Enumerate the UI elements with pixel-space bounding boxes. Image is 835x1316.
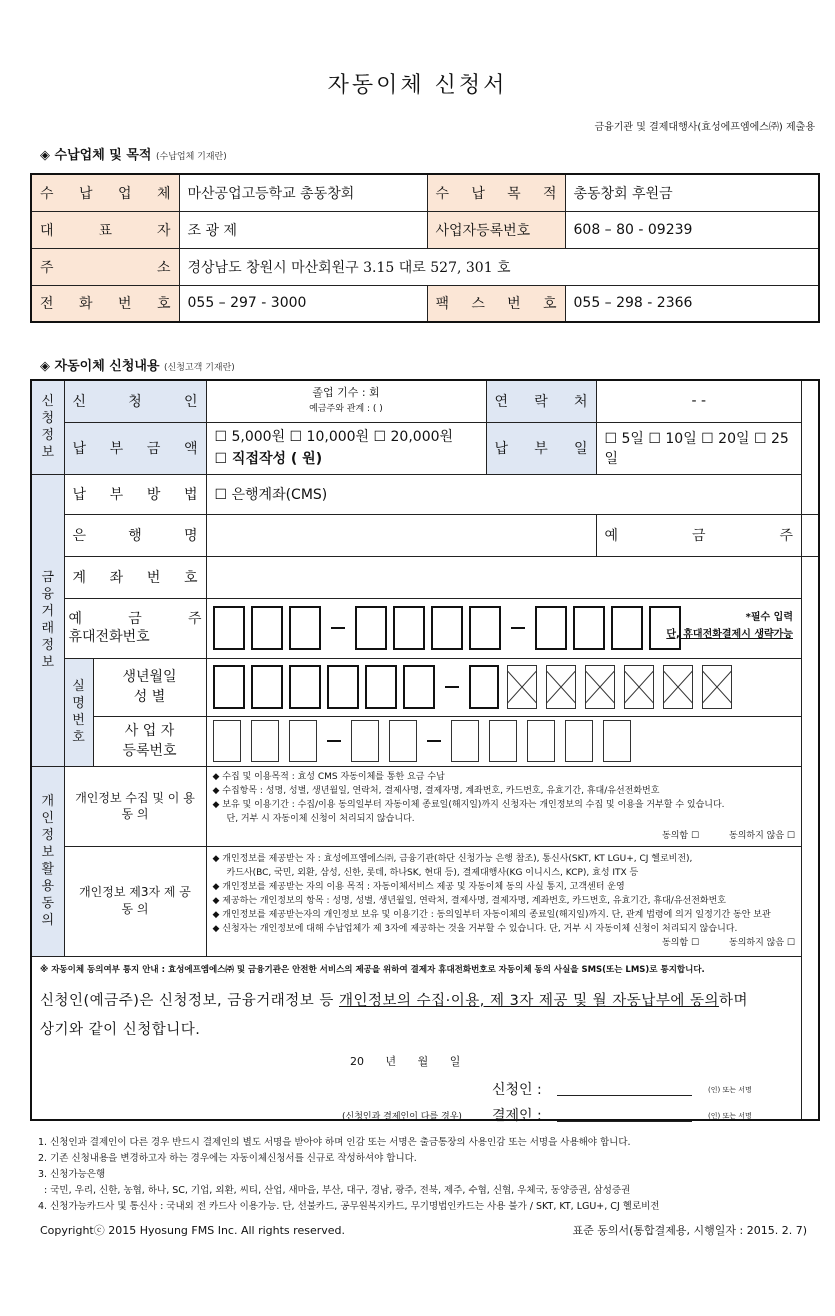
note-2: 2. 기존 신청내용을 변경하고자 하는 경우에는 자동이체신청서를 신규로 작성하셔야 합니다. (38, 1153, 417, 1164)
collect-disagree-check[interactable]: 동의하지 않음 ☐ (729, 830, 795, 841)
amount-label: 납 부 금 액 (64, 422, 206, 474)
payday-options[interactable]: ☐ 5일 ☐ 10일 ☐ 20일 ☐ 25일 (596, 422, 802, 474)
third-disagree-check[interactable]: 동의하지 않음 ☐ (729, 938, 795, 948)
birth-label: 생년월일 성 별 (93, 658, 206, 716)
company-label: 수 납 업 체 (31, 174, 179, 211)
third-agree-check[interactable]: 동의함 ☐ (662, 938, 700, 948)
holder-label: 예 금 주 (596, 514, 802, 556)
section1-heading: ◈ 수납업체 및 목적 (수납업체 기재란) (40, 148, 227, 163)
copyright: Copyrightⓒ 2015 Hyosung FMS Inc. All rights reserved. (40, 1224, 345, 1237)
group-realname: 실명번호 (64, 658, 93, 766)
note-4: 4. 신청가능카드사 및 통신사 : 국내외 전 카드사 이용가능. 단, 선불카드, 공무원복지카드, 무기명법인카드는 사용 불가 / SKT, KT, LGU+, CJ 헬로비전 (38, 1201, 660, 1212)
fax-label: 팩 스 번 호 (427, 285, 565, 322)
contact-value[interactable]: - - (596, 380, 802, 422)
consent-line2: 상기와 같이 신청합니다. (40, 1021, 201, 1038)
purpose-label: 수 납 목 적 (427, 174, 565, 211)
diff-note: (신청인과 결제인이 다를 경우) (342, 1111, 462, 1122)
note-1: 1. 신청인과 결제인이 다른 경우 반드시 결제인의 별도 서명을 받아야 하며 인감 또는 서명은 출금통장의 사용인감 또는 서명을 사용해야 합니다. (38, 1137, 631, 1148)
account-value[interactable] (206, 556, 802, 598)
birth-value[interactable] (206, 658, 802, 716)
merchant-table (30, 173, 820, 323)
applicant-label: 신 청 인 (64, 380, 206, 422)
method-label: 납 부 방 법 (64, 474, 206, 514)
required-note: *필수 입력 (745, 611, 793, 623)
account-label: 계 좌 번 호 (64, 556, 206, 598)
note-3-banks: : 국민, 우리, 신한, 농협, 하나, SC, 기업, 외환, 씨티, 산업, 새마을, 부산, 대구, 경남, 광주, 전북, 제주, 수협, 신협, 우체국, 동양증권, 삼성증권 (38, 1185, 631, 1196)
rep-value[interactable]: 조 광 제 (179, 211, 427, 248)
consent-block (31, 956, 802, 1124)
phone-label: 예 금 주 휴대전화번호 (64, 598, 206, 658)
fax-value[interactable]: 055 – 298 - 2366 (565, 285, 819, 322)
phone-value[interactable] (206, 598, 802, 658)
group-finance-info: 금융거래정보 (31, 474, 64, 766)
third-label: 개인정보 제3자 제 공 동 의 (64, 846, 206, 956)
bank-label: 은 행 명 (64, 514, 206, 556)
tel-label: 전 화 번 호 (31, 285, 179, 322)
section2-heading: ◈ 자동이체 신청내용 (신청고객 기재란) (40, 359, 235, 374)
group-privacy: 개인정보 활용동의 (31, 766, 64, 956)
sig2-label: 결제인 : (492, 1107, 542, 1124)
addr-value[interactable]: 경상남도 창원시 마산회원구 3.15 대로 527, 301 호 (179, 248, 819, 285)
rep-label: 대 표 자 (31, 211, 179, 248)
tel-value[interactable]: 055 – 297 - 3000 (179, 285, 427, 322)
addr-label: 주 소 (31, 248, 179, 285)
bank-value[interactable] (206, 514, 596, 556)
collect-agree-check[interactable]: 동의함 ☐ (662, 830, 700, 841)
biz-value[interactable]: 608 – 80 - 09239 (565, 211, 819, 248)
company-value[interactable]: 마산공업고등학교 총동창회 (179, 174, 427, 211)
purpose-value[interactable]: 총동창회 후원금 (565, 174, 819, 211)
applicant-value[interactable]: 졸업 기수 : 회 예금주와 관계 : ( ) (206, 380, 486, 422)
page-title: 자동이체 신청서 (327, 73, 508, 98)
amount-options[interactable]: ☐ 5,000원 ☐ 10,000원 ☐ 20,000원 ☐ 직접작성 ( 원) (206, 422, 486, 474)
sig1-note: (인) 또는 서명 (708, 1085, 752, 1094)
standard-note: 표준 동의서(통합결제용, 시행일자 : 2015. 2. 7) (572, 1224, 807, 1237)
biz-label: 사업자등록번호 (427, 211, 565, 248)
sig1-label: 신청인 : (492, 1081, 542, 1098)
required-exception: 단, 휴대전화결제시 생략가능 (666, 628, 793, 640)
note-3: 3. 신청가능은행 (38, 1169, 106, 1180)
date-line[interactable]: 20 년 월 일 (350, 1054, 461, 1068)
submitter-note: 금융기관 및 결제대행사(효성에프엠에스㈜) 제출용 (594, 122, 815, 133)
collect-terms: ◆ 수집 및 이용목적 : 효성 CMS 자동이체를 통한 요금 수납 ◆ 수집항목 : 성명, 성별, 생년월일, 연락처, 결제사명, 결제자명, 계좌번호, 카드번호, 유효기간, 휴대/유선전화번호 ◆ 보유 및 이용기간 : 수집/이용 동의일부터 자동이체 종료일(해지일)까지 신청자는 개인정보의 수집 및 이용을 거부할 수 있습니다. 단, 거부 시 자동이체 신청이 처리되지 않습니다. 동의함 ☐ 동의하지 않음 ☐ (206, 766, 802, 846)
contact-label: 연 락 처 (486, 380, 596, 422)
collect-label: 개인정보 수집 및 이 용 동 의 (64, 766, 206, 846)
bizno-label: 사 업 자 등록번호 (93, 716, 206, 766)
sig1-line[interactable] (557, 1095, 692, 1096)
third-terms: ◆ 개인정보를 제공받는 자 : 효성에프엠에스㈜, 금융기관(하단 신청가능 은행 참조), 통신사(SKT, KT LGU+, CJ 헬로비전), 카드사(BC, 국민, 외환, 삼성, 신한, 롯데, 하나SK, 현대 등), 결제대행사(KG 이니시스, KCP), 효성 ITX 등 ◆ 개인정보를 제공받는 자의 이용 목적 : 자동이체서비스 제공 및 자동이체 동의 사실 통지, 고객센터 운영 ◆ 제공하는 개인정보의 항목 : 성명, 성별, 생년월일, 연락처, 결제사명, 결제자명, 계좌번호, 카드번호, 유효기간, 휴대/유선전화번호 ◆ 개인정보를 제공받는자의 개인정보 보유 및 이용기간 : 동의일부터 자동이체의 종료일(해지일)까지. 단, 관계 법령에 의거 일정기간 동안 보관 ◆ 신청자는 개인정보에 대해 수납업체가 제 3자에 제공하는 것을 거부할 수 있습니다. 단, 거부 시 자동이체 신청이 처리되지 않습니다. 동의함 ☐ 동의하지 않음 ☐ (206, 846, 802, 956)
consent-line1: 신청인(예금주)은 신청정보, 금융거래정보 등 개인정보의 수집·이용, 제 3자 제공 및 월 자동납부에 동의하며 (40, 992, 748, 1009)
sig2-line[interactable] (557, 1121, 692, 1122)
payday-label: 납 부 일 (486, 422, 596, 474)
sms-notice: ※ 자동이체 동의여부 통지 안내 : 효성에프엠에스㈜ 및 금융기관은 안전한 서비스의 제공을 위하여 결제자 휴대전화번호로 자동이체 동의 사실을 SMS(또는 LMS)로 통지합니다. (40, 964, 705, 975)
group-apply-info: 신청정보 (31, 380, 64, 474)
method-value[interactable]: ☐ 은행계좌(CMS) (206, 474, 802, 514)
bizno-value[interactable] (206, 716, 802, 766)
sig2-note: (인) 또는 서명 (708, 1111, 752, 1120)
application-table (30, 379, 820, 1124)
holder-value[interactable] (802, 514, 820, 556)
